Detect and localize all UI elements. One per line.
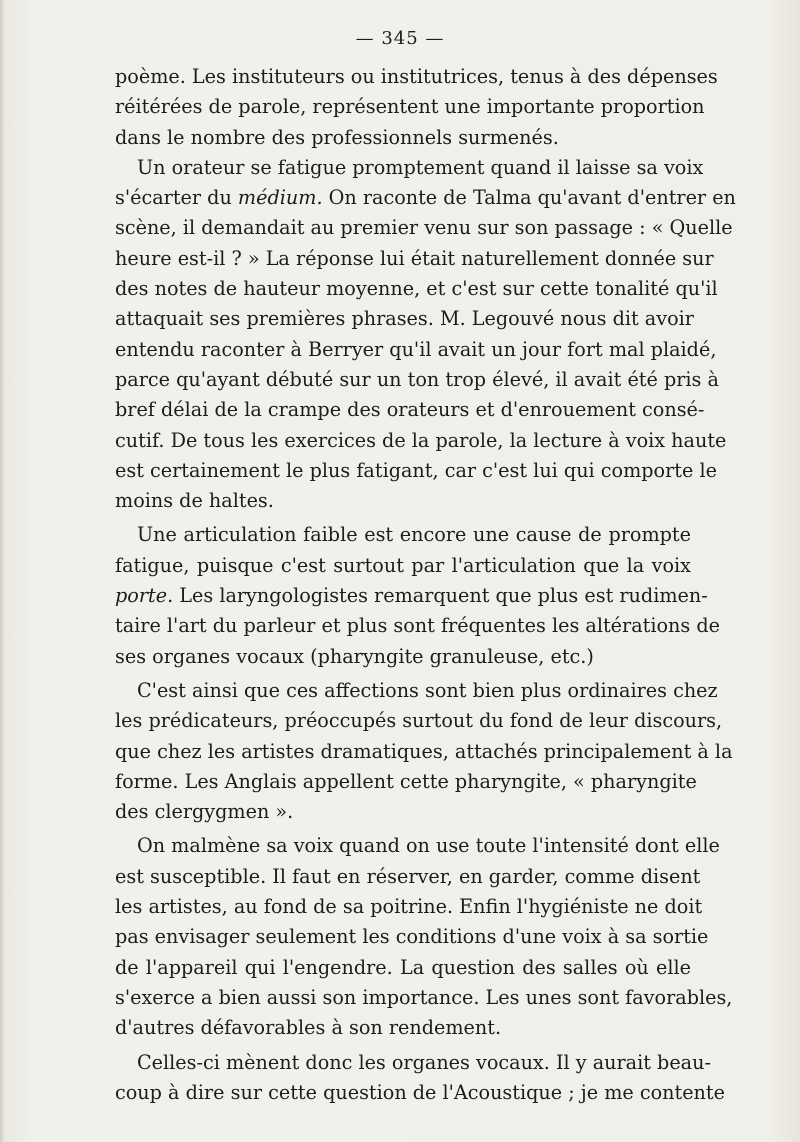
text-line: les prédicateurs, préoccupés surtout du fond de leur discours, bbox=[115, 709, 723, 733]
text-line: On malmène sa voix quand on use toute l'intensité dont elle bbox=[137, 834, 720, 858]
text-line: que chez les artistes dramatiques, attachés principalement à la bbox=[115, 739, 733, 763]
text-line: entendu raconter à Berryer qu'il avait un jour fort mal plaidé, bbox=[115, 337, 717, 361]
text-line: des clergygmen ». bbox=[115, 800, 294, 824]
text-line: Celles-ci mènent donc les organes vocaux. Il y aurait beau- bbox=[137, 1050, 711, 1074]
page-number: — 345 — bbox=[355, 28, 445, 49]
text-line: poème. Les instituteurs ou institutrices, tenus à des dépenses bbox=[115, 65, 718, 88]
text-line: pas envisager seulement les conditions d'une voix à sa sortie bbox=[115, 925, 709, 949]
paragraph bbox=[115, 831, 733, 1043]
text-span: s'écarter du bbox=[115, 186, 238, 210]
text-line bbox=[115, 183, 736, 213]
text-line: ses organes vocaux (pharyngite granuleuse, etc.) bbox=[115, 644, 594, 668]
text-line: scène, il demandait au premier venu sur son passage : « Quelle bbox=[115, 216, 733, 240]
text-line: Une articulation faible est encore une cause de prompte bbox=[137, 523, 691, 547]
italic-term: porte. bbox=[115, 584, 174, 608]
text-line: fatigue, puisque c'est surtout par l'articulation que la voix bbox=[115, 553, 691, 577]
text-line: de l'appareil qui l'engendre. La question des salles où elle bbox=[115, 955, 691, 979]
text-line: attaquait ses premières phrases. M. Legouvé nous dit avoir bbox=[115, 307, 694, 331]
text-span: On raconte de Talma qu'avant d'entrer en bbox=[322, 186, 736, 210]
text-line: parce qu'ayant débuté sur un ton trop élevé, il avait été pris à bbox=[115, 367, 719, 391]
text-line: Un orateur se fatigue promptement quand il laisse sa voix bbox=[137, 155, 704, 179]
page-binding-edge bbox=[0, 0, 5, 1142]
paragraph bbox=[115, 153, 736, 517]
text-line: d'autres défavorables à son rendement. bbox=[115, 1016, 502, 1040]
text-line: les artistes, au fond de sa poitrine. Enfin l'hygiéniste ne doit bbox=[115, 895, 703, 919]
paragraph bbox=[115, 1048, 725, 1109]
paragraph bbox=[115, 520, 720, 671]
text-line: cutif. De tous les exercices de la parole, la lecture à voix haute bbox=[115, 428, 727, 452]
text-line: est susceptible. Il faut en réserver, en garder, comme disent bbox=[115, 864, 701, 888]
text-line: coup à dire sur cette question de l'Acoustique ; je me contente bbox=[115, 1080, 725, 1104]
text-line: forme. Les Anglais appellent cette pharyngite, « pharyngite bbox=[115, 769, 697, 793]
text-line: réitérées de parole, représentent une importante proportion bbox=[115, 95, 705, 119]
text-line: s'exerce a bien aussi son importance. Les unes sont favorables, bbox=[115, 985, 733, 1009]
text-line: bref délai de la crampe des orateurs et d'enrouement consé- bbox=[115, 398, 705, 422]
text-line: des notes de hauteur moyenne, et c'est sur cette tonalité qu'il bbox=[115, 277, 718, 301]
text-line: est certainement le plus fatigant, car c'est lui qui comporte le bbox=[115, 458, 717, 482]
body-text bbox=[115, 62, 736, 1108]
text-line: moins de haltes. bbox=[115, 489, 274, 513]
text-line: dans le nombre des professionnels surmenés. bbox=[115, 125, 559, 149]
italic-term: médium. bbox=[237, 186, 323, 210]
text-line: taire l'art du parleur et plus sont fréquentes les altérations de bbox=[115, 614, 720, 638]
paragraph bbox=[115, 62, 718, 153]
text-line: C'est ainsi que ces affections sont bien plus ordinaires chez bbox=[137, 678, 718, 702]
text-line bbox=[115, 581, 708, 611]
text-span: Les laryngologistes remarquent que plus est rudimen- bbox=[173, 584, 708, 608]
paragraph bbox=[115, 676, 733, 827]
text-line: heure est-il ? » La réponse lui était naturellement donnée sur bbox=[115, 246, 714, 270]
